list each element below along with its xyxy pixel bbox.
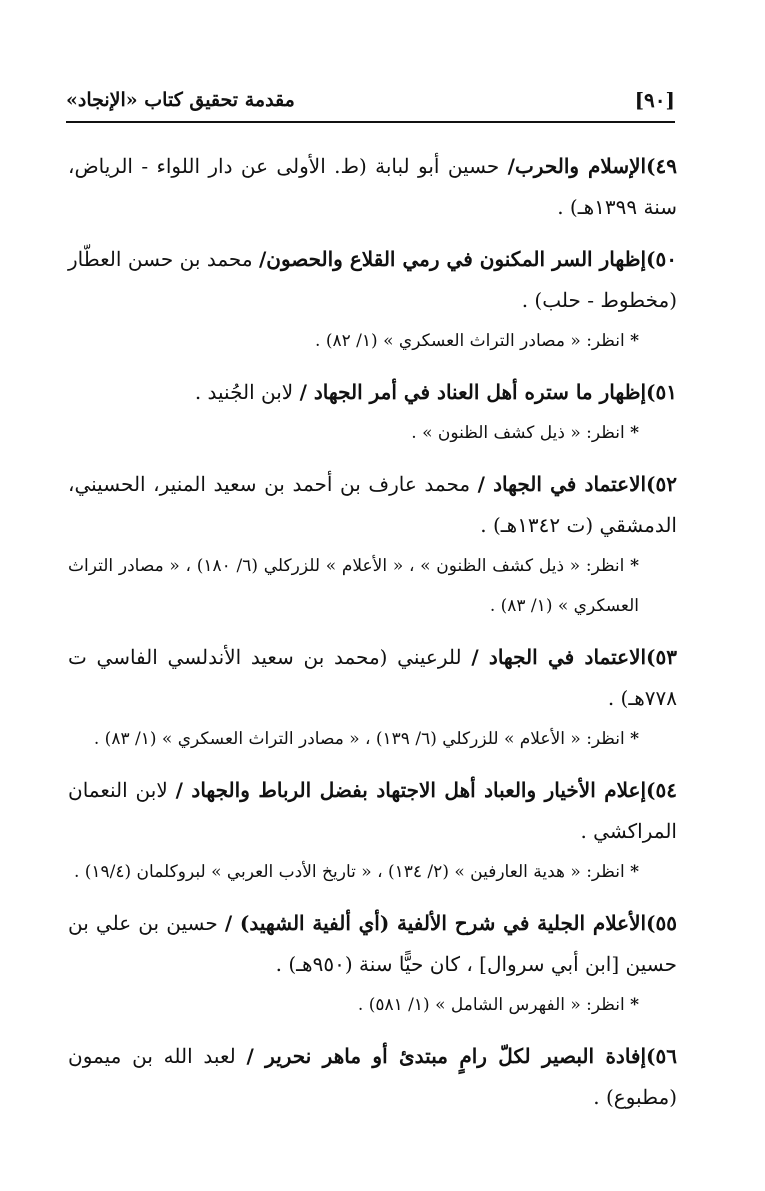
header-rule (66, 121, 675, 123)
entry-text (68, 239, 677, 321)
bibliography-entry (68, 770, 677, 892)
bibliography-entry (68, 637, 677, 759)
entry-number: ٥٠) (646, 247, 677, 271)
running-title: مقدمة تحقيق كتاب «الإنجاد» (66, 89, 295, 111)
asterisk-icon: * (630, 331, 639, 351)
page-header (66, 84, 675, 116)
entry-author: لابن الجُنيد . (194, 380, 300, 404)
entry-number: ٥٢) (646, 472, 677, 496)
note-text: انظر: « الفهرس الشامل » (١/ ٥٨١) . (357, 995, 631, 1015)
note-text: انظر: « هدية العارفين » (٢/ ١٣٤) ، « تاريخ الأدب العربي » لبروكلمان (١٩/٤) . (73, 862, 631, 882)
entry-text (68, 1036, 677, 1118)
bibliography-entry (68, 1036, 677, 1118)
entry-note (68, 985, 677, 1025)
entry-author: محمد عارف بن أحمد بن سعيد المنير، الحسيني، الدمشقي (ت ١٣٤٢هـ) . (68, 472, 677, 537)
entry-text (68, 372, 677, 413)
asterisk-icon: * (630, 862, 639, 882)
entry-title: الإسلام والحرب/ (507, 154, 647, 178)
entry-text (68, 770, 677, 852)
asterisk-icon: * (630, 423, 639, 443)
entry-author: حسين أبو لبابة (ط. الأولى عن دار اللواء - الرياض، سنة ١٣٩٩هـ) . (68, 154, 677, 219)
asterisk-icon: * (630, 556, 639, 576)
bibliography-entry (68, 146, 677, 228)
entry-number: ٤٩) (646, 154, 677, 178)
entry-title: إظهار السر المكنون في رمي القلاع والحصون/ (258, 247, 647, 271)
entry-text (68, 146, 677, 228)
bibliography-list (68, 146, 677, 1129)
bibliography-entry (68, 372, 677, 453)
entry-text (68, 637, 677, 719)
entry-title: إظهار ما ستره أهل العناد في أمر الجهاد / (299, 380, 647, 404)
entry-number: ٥٤) (646, 778, 677, 802)
entry-author: لابن النعمان المراكشي . (68, 778, 677, 843)
entry-note (68, 852, 677, 892)
entry-number: ٥٦) (646, 1044, 677, 1068)
note-text: انظر: « الأعلام » للزركلي (٦/ ١٣٩) ، « مصادر التراث العسكري » (١/ ٨٣) . (93, 729, 631, 749)
entry-number: ٥٥) (646, 911, 677, 935)
entry-title: الاعتماد في الجهاد / (477, 472, 647, 496)
entry-text (68, 903, 677, 985)
page-number: [٩٠] (634, 88, 675, 112)
entry-title: إفادة البصير لكلّ رامٍ مبتدئ أو ماهر نحرير / (246, 1044, 647, 1068)
entry-title: إعلام الأخيار والعباد أهل الاجتهاد بفضل الرباط والجهاد / (175, 778, 647, 802)
entry-author: لعبد الله بن ميمون (مطبوع) . (68, 1044, 677, 1109)
entry-note (68, 321, 677, 361)
entry-number: ٥١) (646, 380, 677, 404)
entry-note (68, 546, 677, 626)
entry-note (68, 719, 677, 759)
note-text: انظر: « ذيل كشف الظنون » . (411, 423, 631, 443)
entry-text (68, 464, 677, 546)
entry-author: محمد بن حسن العطّار (مخطوط - حلب) . (68, 247, 677, 312)
entry-title: الاعتماد في الجهاد / (471, 645, 647, 669)
entry-author: للرعيني (محمد بن سعيد الأندلسي الفاسي ت ٧٧٨هـ) . (68, 645, 677, 710)
note-text: انظر: « مصادر التراث العسكري » (١/ ٨٢) . (315, 331, 631, 351)
note-text: انظر: « ذيل كشف الظنون » ، « الأعلام » للزركلي (٦/ ١٨٠) ، « مصادر التراث العسكري » (١/ ٨٣) . (68, 556, 639, 616)
entry-note (68, 413, 677, 453)
asterisk-icon: * (630, 995, 639, 1015)
bibliography-entry (68, 464, 677, 626)
entry-author: حسين بن علي بن حسين [ابن أبي سروال] ، كان حيًّا سنة (٩٥٠هـ) . (68, 911, 677, 976)
entry-number: ٥٣) (646, 645, 677, 669)
asterisk-icon: * (630, 729, 639, 749)
entry-title: الأعلام الجلية في شرح الألفية (أي ألفية الشهيد) / (224, 911, 647, 935)
bibliography-entry (68, 239, 677, 361)
bibliography-entry (68, 903, 677, 1025)
